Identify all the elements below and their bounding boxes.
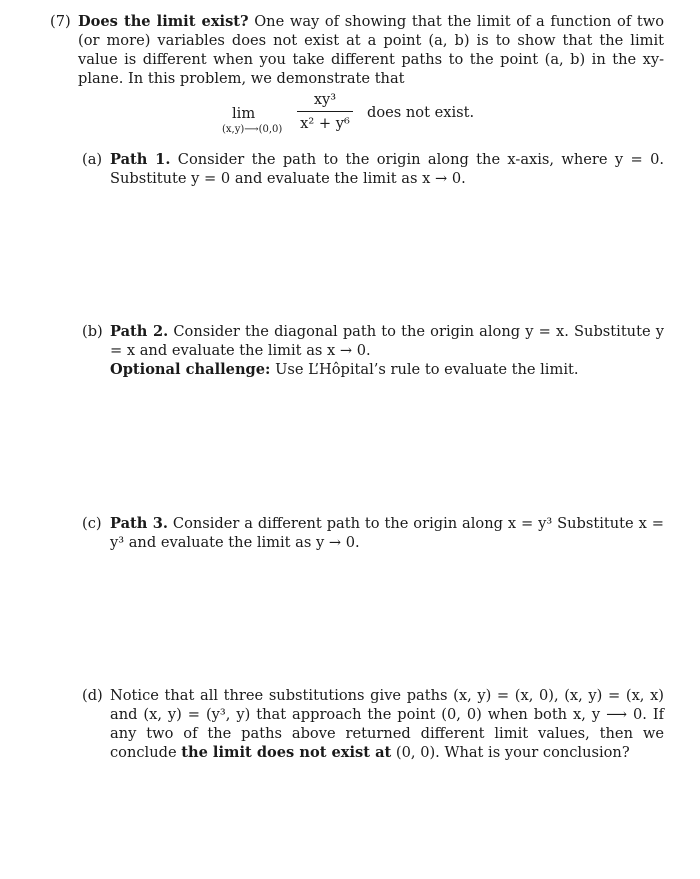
part-d-body-1: Notice that all three substitutions give paths (x, y) = (x, 0), (x, y) = (x, x) and (x, y) = (y³, y) that approach the point (0, 0) when both x, y ⟶ 0. If any two of the paths above returned different limit values, then we conclude xyxy=(110,687,664,761)
part-c-title: Path 3. xyxy=(110,515,168,532)
part-b-optional-title: Optional challenge: xyxy=(110,361,271,378)
part-d-text xyxy=(110,686,664,762)
part-c xyxy=(82,514,664,552)
part-b-optional xyxy=(110,360,664,379)
part-a-text xyxy=(110,150,664,188)
part-a-title: Path 1. xyxy=(110,151,171,168)
problem-intro-paragraph xyxy=(78,12,664,88)
fraction-numerator: xy³ xyxy=(313,91,337,108)
part-b-title: Path 2. xyxy=(110,323,169,340)
fraction-denominator: x² + y⁶ xyxy=(300,115,350,132)
part-b-body: Consider the diagonal path to the origin along y = x. Substitute y = x and evaluate the limit as x → 0. xyxy=(110,323,664,359)
problem-number: (7) xyxy=(50,13,71,30)
part-b xyxy=(82,322,664,379)
fraction xyxy=(297,90,353,133)
lim-subscript: (x,y)⟶(0,0) xyxy=(222,124,283,135)
part-d-label: (d) xyxy=(82,687,103,704)
problem-intro: One way of showing that the limit of a function of two (or more) variables does not exist at a point (a, b) is to show that the limit value is different when you take different paths to the point (a, b) in the xy-plane. In this problem, we demonstrate that xyxy=(78,13,664,87)
part-c-label: (c) xyxy=(82,515,102,532)
lim-operator: lim xyxy=(232,105,256,122)
part-b-text xyxy=(110,322,664,360)
part-a-body: Consider the path to the origin along the x-axis, where y = 0. Substitute y = 0 and evaluate the limit as x → 0. xyxy=(110,151,664,187)
part-b-label: (b) xyxy=(82,323,103,340)
part-c-text xyxy=(110,514,664,552)
part-d xyxy=(82,686,664,762)
part-c-body: Consider a different path to the origin along x = y³ Substitute x = y³ and evaluate the limit as y → 0. xyxy=(110,515,664,551)
limit-expression xyxy=(0,82,700,142)
problem-7 xyxy=(50,12,664,88)
part-b-optional-body: Use L’Hôpital’s rule to evaluate the limit. xyxy=(270,361,579,378)
part-d-bold: the limit does not exist at xyxy=(181,744,392,761)
does-not-exist-text: does not exist. xyxy=(367,104,475,121)
part-d-body-2: (0, 0). What is your conclusion? xyxy=(391,744,630,761)
problem-title: Does the limit exist? xyxy=(78,13,249,30)
fraction-bar xyxy=(297,111,353,112)
part-a-label: (a) xyxy=(82,151,103,168)
part-a xyxy=(82,150,664,188)
